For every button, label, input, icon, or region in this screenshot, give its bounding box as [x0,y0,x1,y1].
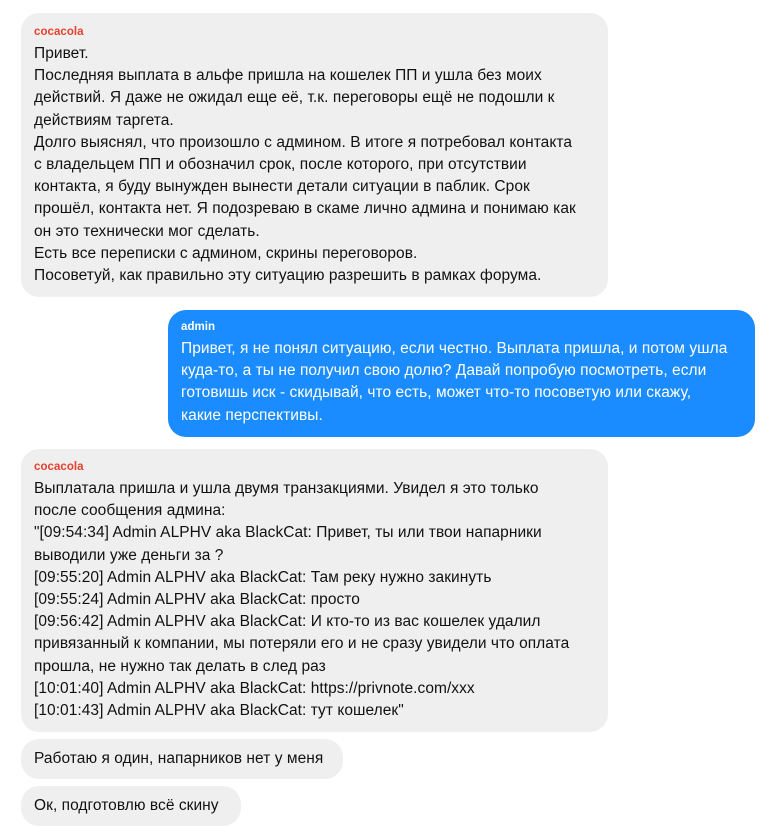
message-line: готовишь иск - скидывай, что есть, может что-то посоветую или скажу, [181,384,692,402]
message-line: после сообщения админа: [34,502,226,520]
message-bubble-outgoing [168,310,755,437]
message-bubble-incoming [21,13,608,297]
message-line: привязанный к компании, мы потеряли его и не сразу увидели что оплата [34,635,570,653]
message-line: [10:01:43] Admin ALPHV aka BlackCat: тут кошелек" [34,702,404,720]
message-line: Привет, я не понял ситуацию, если честно. Выплата пришла, и потом ушла [181,340,728,357]
message-bubble-incoming [21,786,241,826]
message-line: действиям таргета. [34,111,174,129]
message-line: выводили уже деньги за ? [34,546,224,564]
message-line: [09:55:24] Admin ALPHV aka BlackCat: просто [34,591,360,609]
message-line: Привет. [34,45,89,62]
message-line: контакта, я буду вынужден вынести детали ситуации в паблик. Срок [34,178,530,196]
message-line: [10:01:40] Admin ALPHV aka BlackCat: https://privnote.com/xxx [34,679,475,697]
message-line: прошла, не нужно так делать в след раз [34,657,326,675]
message-line: Посоветуй, как правильно эту ситуацию разрешить в рамках форума. [34,267,542,285]
message-text [34,795,228,817]
message-text [34,748,330,770]
message-line: [09:55:20] Admin ALPHV aka BlackCat: Там реку нужно закинуть [34,568,492,586]
sender-name: cocacola [34,26,84,38]
message-line: куда-то, а ты не получил свою долю? Давай попробую посмотреть, если [181,362,707,380]
message-line: Долго выяснял, что произошло с админом. В итоге я потребовал контакта [34,133,572,151]
message-line: Ок, подготовлю всё скину [34,797,219,814]
message-line: он это технически мог сделать. [34,222,260,240]
sender-name: admin [181,321,216,333]
message-line: Выплатала пришла и ушла двумя транзакциями. Увидел я это только [34,480,539,497]
message-text [181,338,742,427]
message-text [34,43,595,287]
sender-name: cocacola [34,461,84,473]
message-line: Последняя выплата в альфе пришла на кошелек ПП и ушла без моих [34,67,542,85]
message-line: действий. Я даже не ожидал еще её, т.к. переговоры ещё не подошли к [34,89,555,107]
message-bubble-incoming [21,449,608,732]
message-line: Работаю я один, напарников нет у меня [34,750,324,767]
message-line: "[09:54:34] Admin ALPHV aka BlackCat: Привет, ты или твои напарники [34,524,542,542]
message-line: Есть все переписки с админом, скрины переговоров. [34,244,418,262]
message-line: [09:56:42] Admin ALPHV aka BlackCat: И кто-то из вас кошелек удалил [34,613,541,631]
message-text [34,478,595,722]
message-line: какие перспективы. [181,406,323,424]
message-line: с владельцем ПП и обозначил срок, после которого, при отсутствии [34,156,527,174]
message-bubble-incoming [21,739,343,779]
message-line: прошёл, контакта нет. Я подозреваю в скаме лично админа и понимаю как [34,200,576,218]
